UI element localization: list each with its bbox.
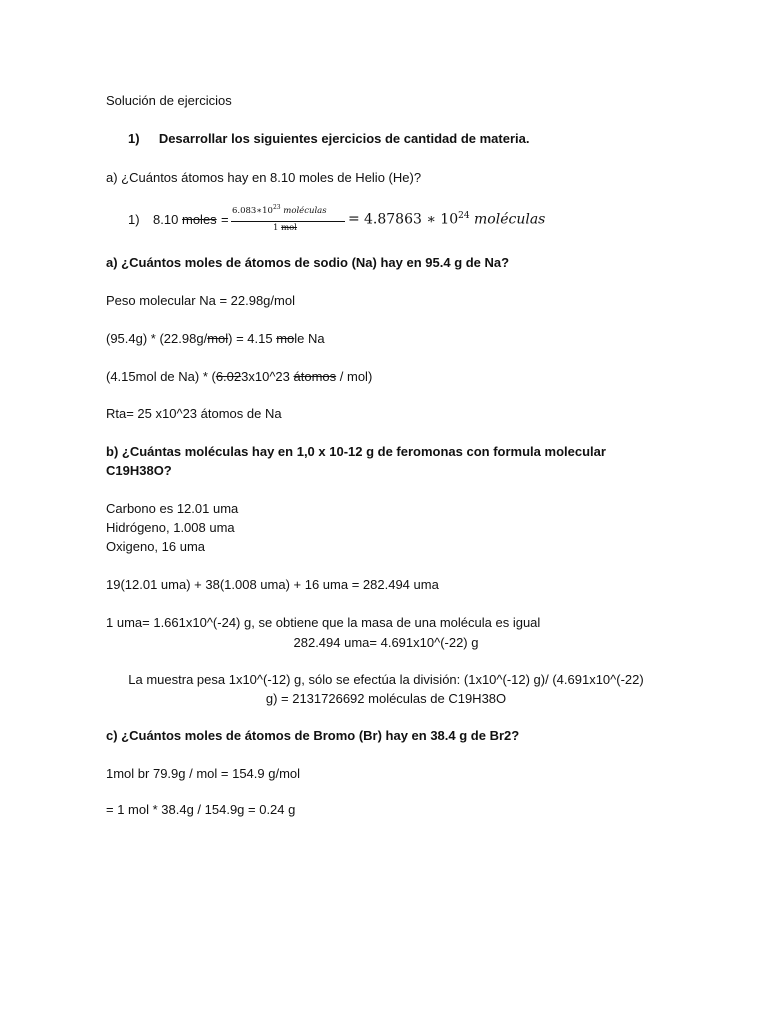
hidrogeno-line: Hidrógeno, 1.008 uma [106,520,235,535]
suma-line: 19(12.01 uma) + 38(1.008 uma) + 16 uma = 282.494 uma [106,577,439,592]
question-feromonas-line2: C19H38O? [106,463,172,478]
document-title: Solución de ejercicios [106,93,232,108]
equals-sign-2: = [348,211,360,227]
peso-molecular: Peso molecular Na = 22.98g/mol [106,293,295,308]
question-helio: a) ¿Cuántos átomos hay en 8.10 moles de Helio (He)? [106,170,422,185]
equation-value: 8.10 [153,212,179,227]
equation-number: 1) [128,212,140,227]
bromo-line1: 1mol br 79.9g / mol = 154.9 g/mol [106,766,301,781]
fraction-denominator: 1 mol [273,223,298,233]
bromo-line2: = 1 mol * 38.4g / 154.9g = 0.24 g [106,802,296,817]
oxigeno-line: Oxigeno, 16 uma [106,539,206,554]
calculation-1: (95.4g) * (22.98g/mol) = 4.15 mole Na [106,331,325,346]
section-number: 1) [128,131,140,146]
equation-result: 4.87863 ∗ $10^{24}$ moléculas [364,211,546,228]
fraction-numerator: $6.083∗10^{23}$ moléculas [232,204,327,216]
struck-moles: moles [182,212,217,227]
question-bromo: c) ¿Cuántos moles de átomos de Bromo (Br) hay en 38.4 g de Br2? [106,728,520,743]
carbono-line: Carbono es 12.01 uma [106,501,239,516]
muestra-line1: La muestra pesa 1x10^(-12) g, sólo se efectúa la división: (1x10^(-12) g)/ (4.691x10^(-22) [128,672,644,687]
section-heading [128,131,529,147]
section-heading-text: Desarrollar los siguientes ejercicios de cantidad de materia. [158,131,530,146]
calculation-2: (4.15mol de Na) * (6.023x10^23 átomos / mol) [106,369,373,384]
question-feromonas-line1: b) ¿Cuántas moléculas hay en 1,0 x 10-12 g de feromonas con formula molecular [106,444,606,459]
muestra-line2: g) = 2131726692 moléculas de C19H38O [265,691,507,706]
question-sodio: a) ¿Cuántos moles de átomos de sodio (Na) hay en 95.4 g de Na? [106,255,510,270]
answer-sodio: Rta= 25 x10^23 átomos de Na [106,406,282,421]
fraction-bar [231,221,345,222]
equals-sign-1: = [221,212,229,227]
uma-line: 1 uma= 1.661x10^(-24) g, se obtiene que la masa de una molécula es igual [106,615,541,630]
uma-result: 282.494 uma= 4.691x10^(-22) g [293,635,479,650]
